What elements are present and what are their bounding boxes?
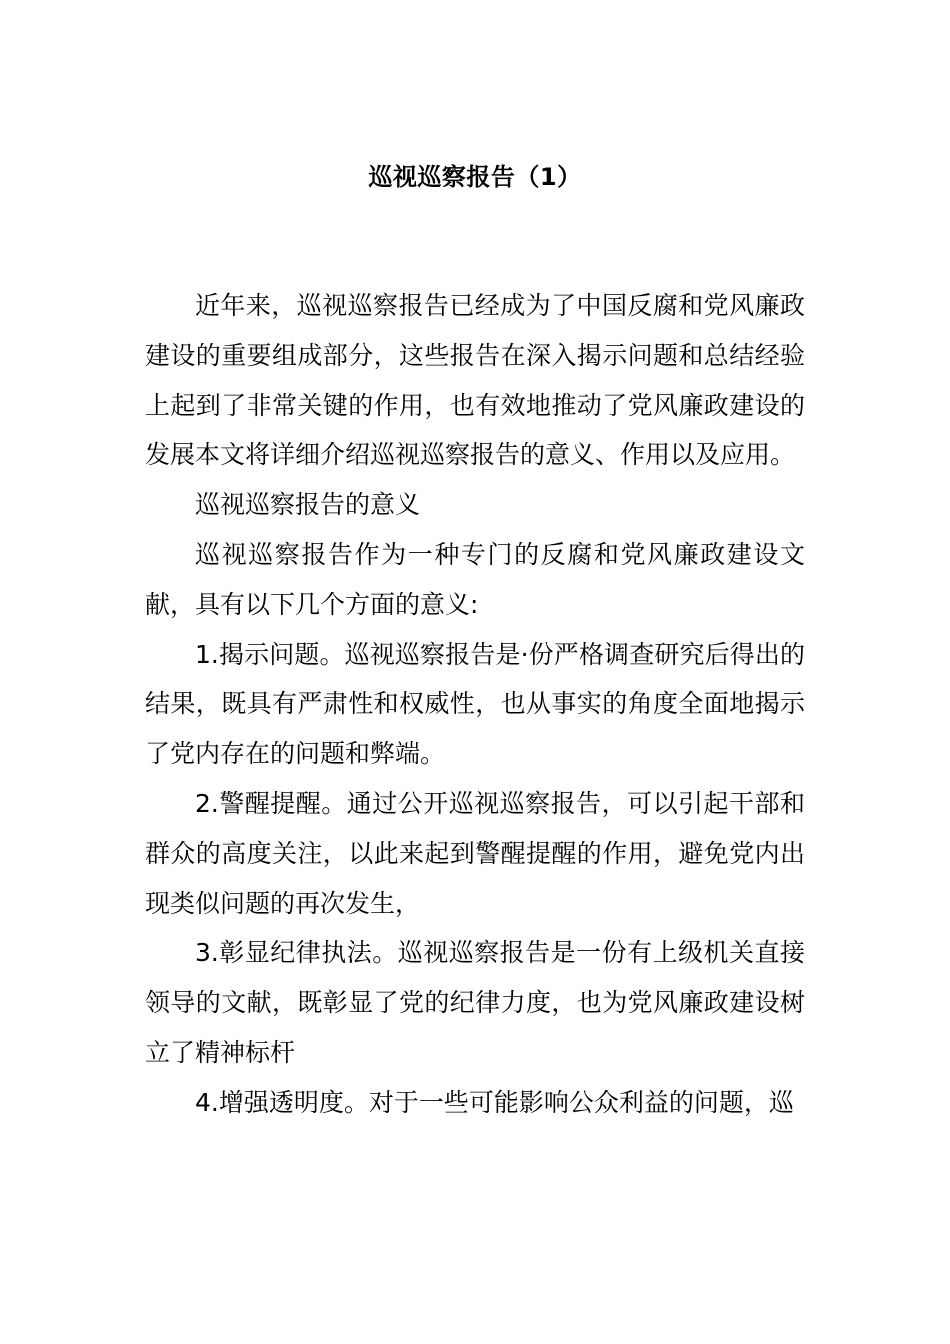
document-title: 巡视巡察报告（1） bbox=[368, 163, 582, 191]
paragraph-point-4: 4.增强透明度。对于一些可能影响公众利益的问题，巡 bbox=[195, 1087, 794, 1117]
paragraph-point-2: 2.警醒提醒。通过公开巡视巡察报告，可以引起干部和群众的高度关注，以此来起到警醒提醒的作用，避免党内出现类似问题的再次发生， bbox=[145, 788, 805, 918]
paragraph-point-3: 3.彰显纪律执法。巡视巡察报告是一份有上级机关直接领导的文献，既彰显了党的纪律力度，也为党风廉政建设树立了精神标杆 bbox=[145, 938, 805, 1067]
paragraph-point-1: 1.揭示问题。巡视巡察报告是·份严格调查研究后得出的结果，既具有严肃性和权威性，也从事实的角度全面地揭示了党内存在的问题和弊端。 bbox=[145, 639, 805, 769]
paragraph-intro: 近年来，巡视巡察报告已经成为了中国反腐和党风廉政建设的重要组成部分，这些报告在深入揭示问题和总结经验上起到了非常关键的作用，也有效地推动了党风廉政建设的发展本文将详细介绍巡视巡察报告的意义、作用以及应用。 bbox=[145, 291, 805, 470]
paragraph-section-heading: 巡视巡察报告的意义 bbox=[195, 490, 421, 520]
document-body bbox=[145, 281, 805, 1128]
paragraph-significance-intro: 巡视巡察报告作为一种专门的反腐和党风廉政建设文献，具有以下几个方面的意义: bbox=[145, 539, 805, 619]
